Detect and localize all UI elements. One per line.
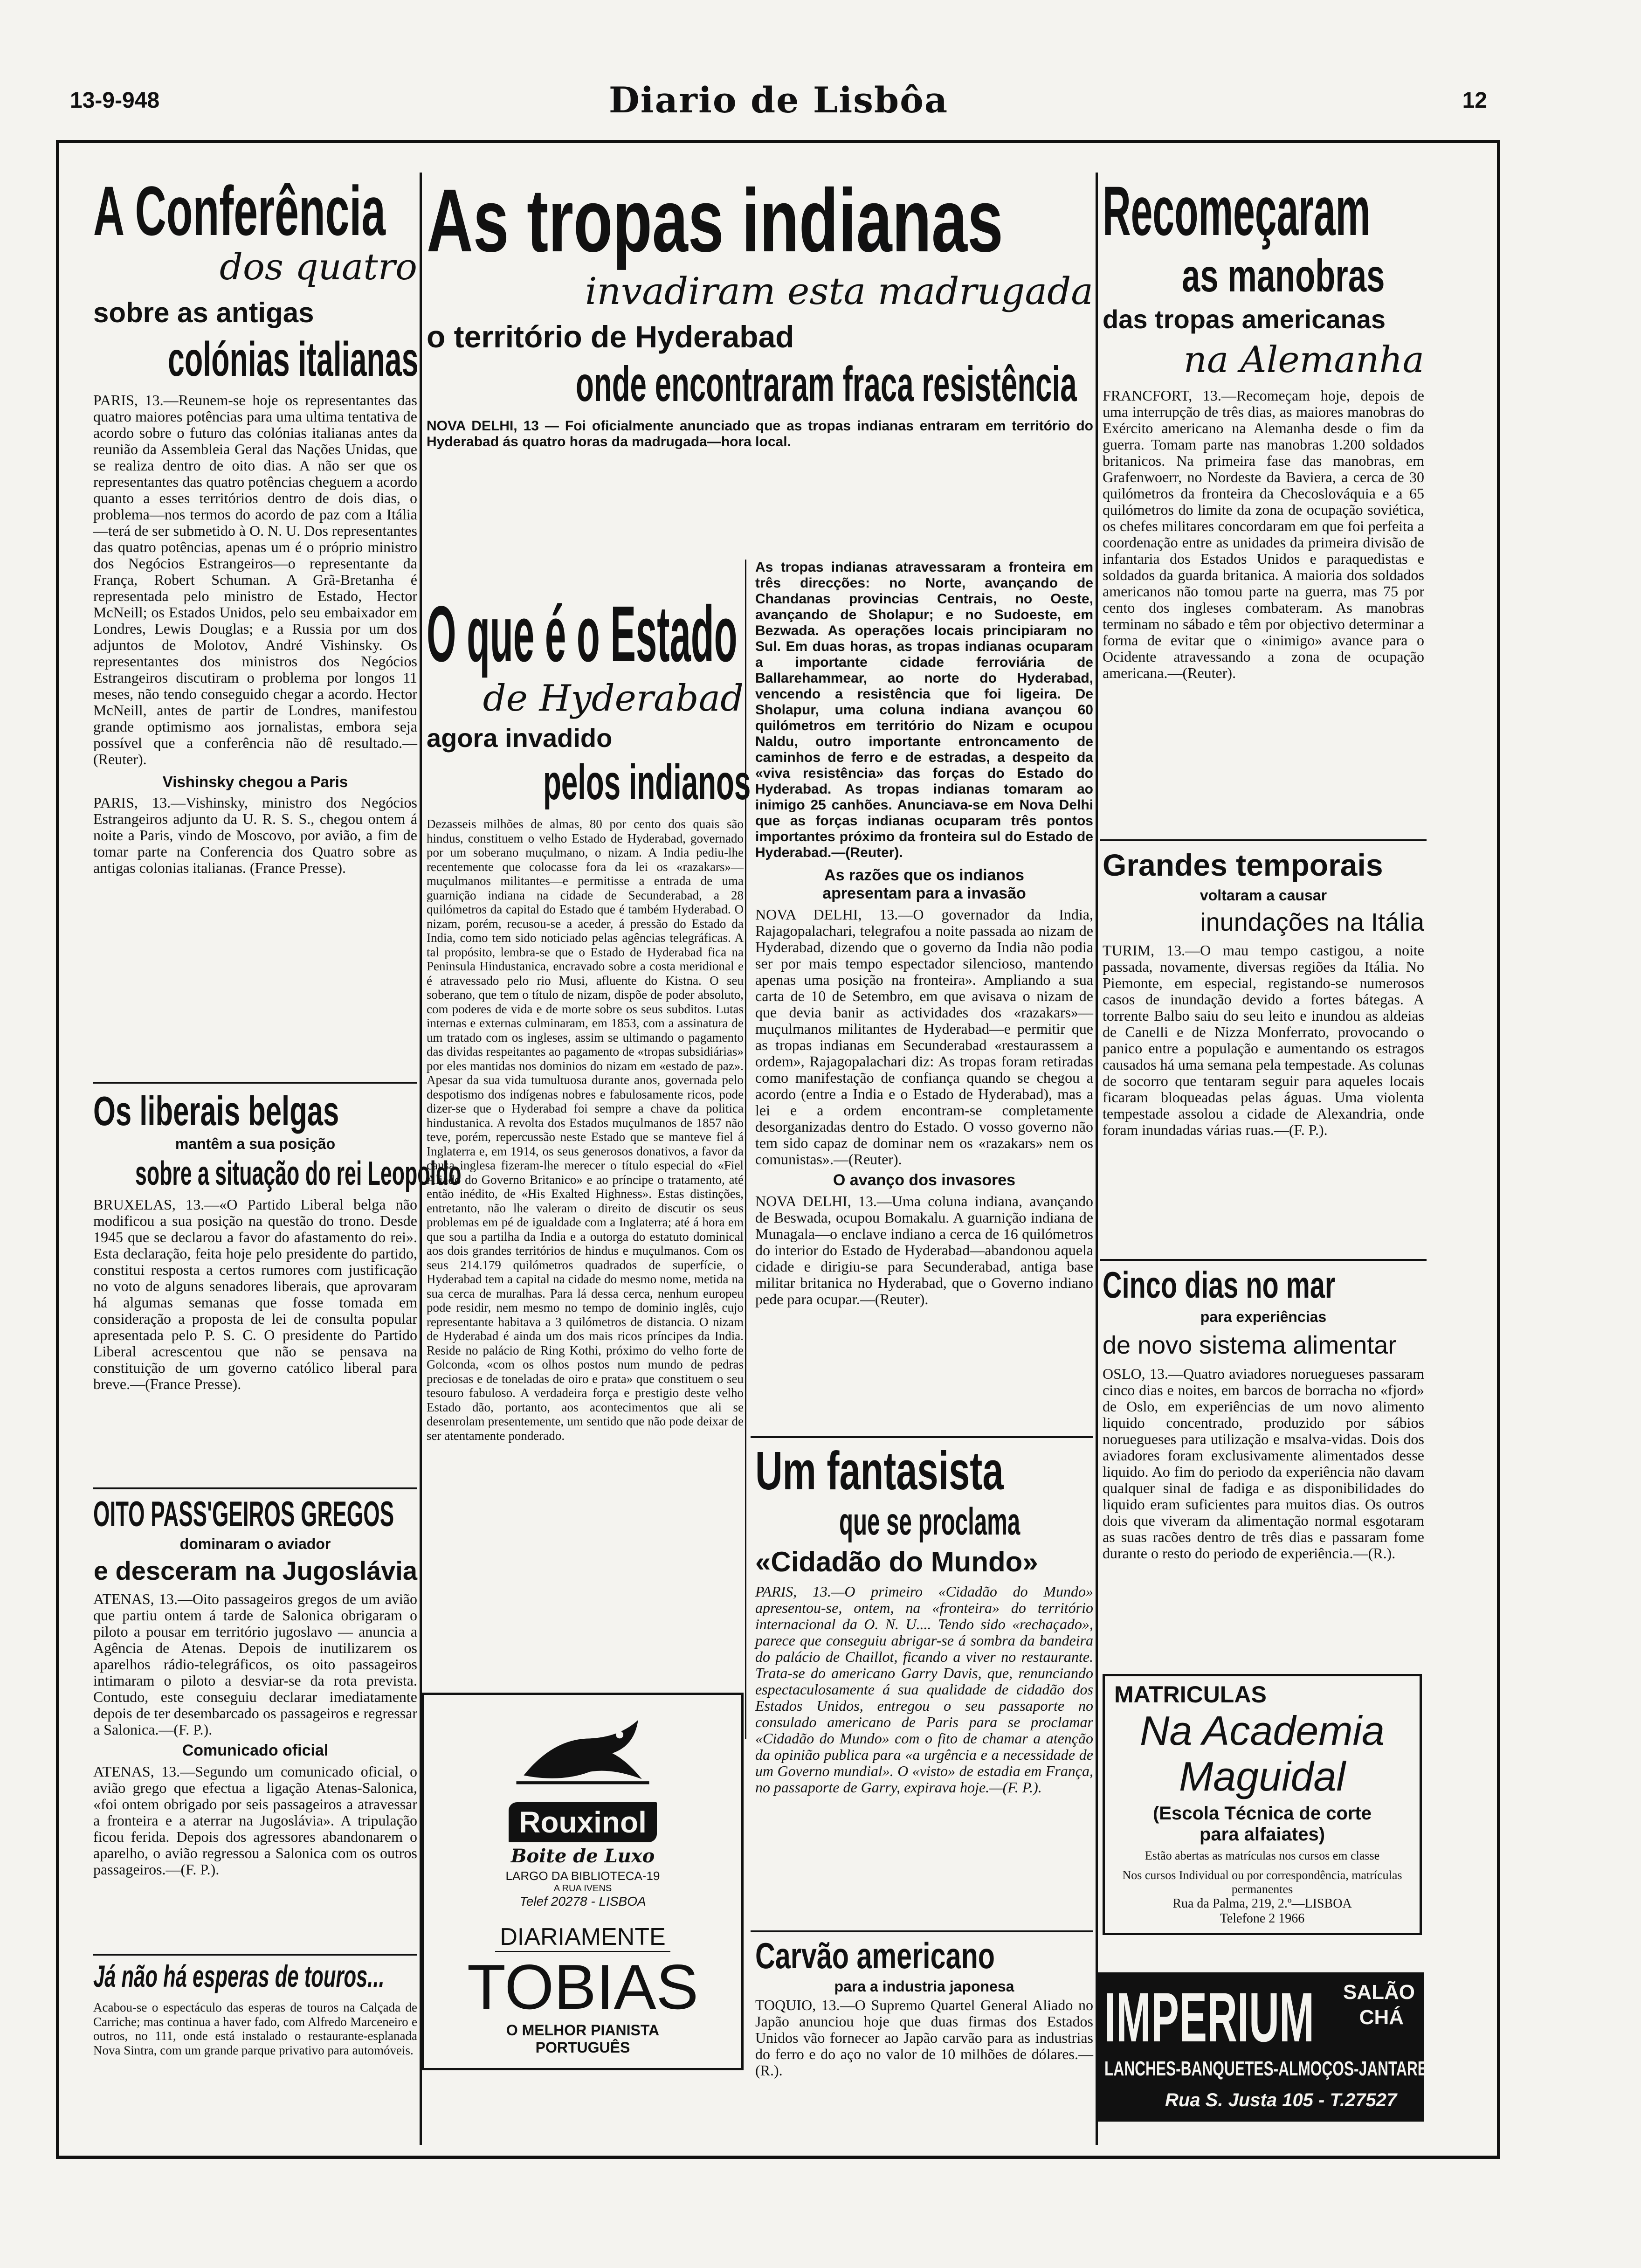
article-body: TURIM, 13.—O mau tempo castigou, a noite passada, novamente, diversas regiões da Itália. No Piemonte, em especial, registando-se numerosos casos de inundação devido a fortes bátegas. A torrente Balbo saiu do seu leito e inundou as aldeias de Canelli e de Nizza Monferrato, provocando o panico entre a população e aumentando os estragos causados há uma semana pela tempestade. As colunas de socorro que tentaram seguir para aqueles locais ficaram bloqueadas pelas águas. Uma violenta tempestade assolou a cidade de Alexandria, onde foram inundadas várias ruas.—(F. P.). (1103, 942, 1424, 1138)
section-subheading: As razões que os indianos (824, 866, 1024, 884)
ad-academia (1103, 1674, 1422, 1935)
subheadline: as manobras (1182, 250, 1385, 301)
article-body: NOVA DELHI, 13.—Uma coluna indiana, avançando de Beswada, ocupou Bomakalu. A guarnição indiana de Munagala—o enclave indiano a cerca de 16 quilómetros do interior do Estado de Hyderabad—abandonou aquela cidade e dirigiu-se para Secunderabad, antiga base militar britanica no Hyderabad, que o Governo indiano pede para ocupar.—(Reuter). (755, 1193, 1093, 1307)
article-body: PARIS, 13.—Vishinsky, ministro dos Negócios Estrangeiros adjunto da U. R. S. S., chegou ontem á noite a Paris, vindo de Moscovo, por avião, a fim de tomar parte na Conferencia dos Quatro sobre as antigas colonias italianas. (France Presse). (93, 794, 417, 876)
ad-line: MATRICULAS (1114, 1681, 1267, 1708)
headline: Recomeçaram (1103, 172, 1371, 250)
headline: Já não há esperas de touros... (93, 1959, 385, 1993)
article-body: OSLO, 13.—Quatro aviadores noruegueses passaram cinco dias e noites, em barcos de borracha no «fjord» de Oslo, em experiências de um novo alimento liquido concentrado, produzido por sábios noruegueses para utilização e msalva-vidas. Dois dos aviadores foram exclusivamente alimentados desse liquido. Ao fim do periodo da experiência não davam qualquer sinal de fadiga e as disponibilidades do liquido eram suficientes para muitos dias. Os outros dois que viveram da alimentação normal esgotaram as suas racões dentro de três dias e passaram fome durante o resto do periodo de experiência.—(R.). (1103, 1365, 1424, 1562)
masthead (70, 70, 1487, 135)
divider (1100, 1259, 1427, 1261)
divider (751, 1436, 1093, 1438)
subheadline: e desceram na Jugoslávia (93, 1556, 417, 1585)
subheadline: «Cidadão do Mundo» (755, 1546, 1038, 1577)
article-fantasista (755, 1441, 1093, 1796)
divider (751, 1930, 1093, 1932)
ad-line: Telefone 2 1966 (1220, 1911, 1305, 1926)
headline: OITO PASS'GEIROS GREGOS (93, 1494, 394, 1534)
subheadline: sobre as antigas (93, 297, 314, 328)
headline: Um fantasista (755, 1440, 1004, 1501)
ad-address: A RUA IVENS (553, 1883, 612, 1894)
section-subheading: Comunicado oficial (182, 1742, 329, 1759)
article-body: PARIS, 13.—O primeiro «Cidadão do Mundo» apresentou-se, ontem, na «fronteira» do território internacional da O. N. U.... Tendo sido «rechaçado», parece que conseguiu abrigar-se á sombra da bandeira do palácio de Chaillot, ficando a viver no restaurante. Trata-se do americano Garry Davis, que, renunciando espectaculosamente á sua qualidade de cidadão dos Estados Unidos, entregou o seu passaporte no consulado americano de Paris para se proclamar «Cidadão do Mundo» com o fito de chamar a atenção da opinião publica para «a urgência e a necessidade de um Governo mundial». O «visto» de estadia em França, no passaporte de Garry, expirava hoje.—(F. P.). (755, 1583, 1093, 1796)
article-lead: As tropas indianas atravessaram a fronteira em três direcções: no Norte, avançando de Chandanas provincias Centrais, no Oeste, avançando de Sholapur; e no Sudoeste, em Bezwada. As operações locais principiaram no Sul. Em duas horas, as tropas indianas ocuparam a importante cidade ferroviária de Ballarehammear, ao norte do Hyderabad, vencendo a resistência que foi ligeira. De Sholapur, uma coluna indiana avançou 60 quilómetros em território do Nizam e ocupou Naldu, outro importante entroncamento de caminhos de ferro e de estradas, a despeito da «viva resistência» das forças do Estado do Hyderabad. As tropas indianas tomaram ao inimigo 25 canhões. Anunciava-se em Nova Delhi que as forças indianas ocuparam três pontos importantes próximo da fronteira sul do Estado de Hyderabad.—(Reuter). (755, 560, 1093, 860)
ad-line: PORTUGUÊS (535, 2039, 630, 2056)
ad-line: TOBIAS (467, 1951, 699, 2022)
subheadline: dos quatro (220, 246, 417, 288)
subheadline: sobre a situação do rei Leopoldo (135, 1155, 462, 1192)
article-tropas (427, 170, 1093, 450)
article-body: Dezasseis milhões de almas, 80 por cento dos quais são hindus, constituem o velho Estado de Hyderabad, governado por um soberano muçulmano, o nizam. A India pediu-lhe recentemente que colocasse fora da lei os «razakars»—muçulmanos militantes—e permitisse a entrada de uma guarnição indiana na cidade de Secunderabad, a 28 quilómetros da capital do Estado que é também Hyderabad. O nizam, porém, recusou-se a aceder, á pressão do Estado da India, como tem sido noticiado pelas agências telegráficas. A tal propósito, lembra-se que o Estado de Hyderabad fica na Peninsula Hindustanica, encravado sobre a costa meridional e é atravessado pelo rio Musi, afluente do Kistna. O seu soberano, que tem o título de nizam, dispõe de poder absoluto, com poderes de vida e de morte sobre os seus subditos. Lutas internas e externas culminaram, em 1853, com a assinatura de um tratado com os ingleses, assim se ultimando o pagamento das dividas respeitantes ao pagamento de «tropas subsidiárias» por eles mantidas nos dominios do nizam em «estado de paz». Apesar da sua vida tumultuosa durante anos, governada pelo despotismo dos indígenas nobres e fabulosamente ricos, pode dizer-se que o Hyderabad foi sempre a chave da politica hindustanica. A revolta dos Estados muçulmanos de 1857 não teve, porém, repercussão neste Estado que se manteve fiel á Inglaterra e, em 1914, os seus generosos donativos, a favor da causa inglesa fizeram-lhe merecer o título especial do «Fiel Aliado do Governo Britanico» e ao príncipe o tratamento, até então inédito, de «His Exalted Highness». Estas distinções, entretanto, não lhe valeram o direito de discutir os seus problemas em pé de igualdade com a Inglaterra; até á hora em que sou a partilha da India e a outorga do estatuto dominical aos dois grandes territórios de hindus e muçulmanos. Com os seus 214.179 quilómetros quadrados de superfície, o Hyderabad tem a capital na cidade do mesmo nome, metida na sua cerca de muralhas. Para lá dessa cerca, nenhum europeu pode residir, nem mesmo no tempo de dominio inglês, cujo representante habitava a 3 quilómetros de distancia. O nizam de Hyderabad é ainda um dos mais ricos príncipes da India. Reside no palácio de Ring Kothi, próximo do velho forte de Golconda, «com os olhos postos num mundo de pedras preciosas e de toneladas de oiro e prata» que constituem o seu tesouro fabuloso. A verdadeira força e prestigio deste velho Estado dão, portanto, aos acontecimentos que ali se desenrolam presentemente, um sentido que não pode deixar de ser atentamente ponderado. (427, 817, 744, 1443)
ad-imperium (1098, 1972, 1437, 2122)
article-body: TOQUIO, 13.—O Supremo Quartel General Aliado no Japão anunciou hoje que duas firmas dos Estados Unidos vão fornecer ao Japão carvão para as industrias do ferro e do aço no valor de 10 milhões de dólares.—(R.). (755, 1997, 1093, 2079)
article-conferencia (93, 173, 417, 876)
column-rule-3 (745, 560, 746, 1739)
article-carvao (755, 1935, 1093, 2079)
ad-line: Estão abertas as matrículas nos cursos em classe (1145, 1849, 1380, 1862)
headline: Os liberais belgas (93, 1088, 339, 1134)
subheadline: inundações na Itália (1200, 908, 1424, 936)
ad-address: Rua S. Justa 105 - T.27527 (1165, 2090, 1397, 2110)
newspaper-title: Diario de Lisbôa (608, 79, 949, 121)
article-liberais (93, 1088, 462, 1392)
article-touros (93, 1958, 417, 2057)
article-body: FRANCFORT, 13.—Recomeçam hoje, depois de uma interrupção de três dias, as maiores manobras do Exército americano na Alemanha desde o fim da guerra. Tomam parte nas manobras 1.200 soldados britanicos. Na primeira fase das manobras, em Grafenwoerr, no Nordeste da Baviera, a cerca de 30 quilómetros da fronteira da Checoslováquia e a 65 quilómetros do limite da zona de ocupação soviética, os chefes militares concordaram em que foi perfeita a coordenação entre as unidades da primeira divisão de infantaria dos Estados Unidos e paraquedistas e soldados da guarda britanica. A maioria dos soldados americanos não tomou parte na guerra, mas 75 por cento dos ingleses combateram. As manobras terminam no sábado e têm por objectivo determinar a forma de evitar que o «inimigo» avance para o Ocidente atravessando a zona de ocupação americana.—(Reuter). (1103, 387, 1424, 681)
page-number: 12 (1462, 88, 1487, 113)
subheadline: que se proclama (839, 1500, 1020, 1543)
ad-line: Nos cursos Individual ou por correspondência, matrículas permanentes (1122, 1868, 1402, 1896)
section-subheading: para a industria japonesa (834, 1978, 1014, 1995)
divider (93, 1487, 417, 1489)
subheadline: onde encontraram fraca resistência (576, 357, 1077, 412)
headline: Carvão americano (755, 1935, 995, 1976)
ad-line: Rua da Palma, 219, 2.º—LISBOA (1172, 1896, 1352, 1911)
headline: O que é o Estado (427, 590, 738, 678)
subheadline: colónias italianas (168, 332, 419, 387)
article-body: Acabou-se o espectáculo das esperas de touros na Calçada de Carriche; mas continua a haver fado, com Alfredo Marceneiro e outros, no 111, onde está instalado o restaurante-esplanada Nova Sintra, com um grande parque privativo para automóveis. (93, 2000, 417, 2057)
subheadline: invadiram esta madrugada (585, 270, 1093, 313)
ad-address: LARGO DA BIBLIOTECA-19 (505, 1869, 660, 1883)
article-tropas-lead-right (755, 560, 1093, 1307)
subheadline: das tropas americanas (1103, 304, 1386, 334)
subheadline: de novo sistema alimentar (1103, 1331, 1397, 1359)
divider (1100, 839, 1427, 841)
article-estado (427, 590, 751, 1443)
section-subheading: mantêm a sua posição (175, 1135, 336, 1152)
section-subheading: dominaram o aviador (179, 1535, 331, 1552)
ad-tag: CHÁ (1359, 2006, 1404, 2029)
ad-line: LANCHES-BANQUETES-ALMOÇOS-JANTARES (1104, 2057, 1437, 2080)
section-subheading: voltaram a causar (1200, 887, 1327, 904)
divider (93, 1082, 417, 1084)
ad-line: para alfaiates) (1199, 1824, 1325, 1845)
ad-rouxinol (422, 1693, 744, 2070)
ad-subtitle: Boite de Luxo (510, 1845, 655, 1867)
section-subheading: Vishinsky chegou a Paris (162, 773, 348, 790)
article-body: PARIS, 13.—Reunem-se hoje os representantes das quatro maiores potências para uma ultima tentativa de acordo sobre o futuro das colónias italianas antes da reunião da Assembleia Geral das Nações Unidas, que se realiza dentro de oito dias. A não ser que os representantes das quatro potências cheguem a acordo quanto a esses territórios dentro de dois dias, o problema—nos termos do acordo de paz com a Itália—terá de ser submetido à O. N. U. Dos representantes das quatro potências, apenas um é o próprio ministro dos Negócios Estrangeiros—o representante da França, Robert Schuman. A Grã-Bretanha é representada pelo ministro de Estado, Hector McNeill; os Estados Unidos, pelo seu embaixador em Londres, Lewis Douglas; e a Russia por um dos adjuntos de Molotov, André Vishinsky. Os representantes dos ministros dos Negócios Estrangeiros discutiram o problema por longos 11 meses, não tendo conseguido chegar a acordo. Hector McNeill, antes de partir de Londres, manifestou grande optimismo aos jornalistas, embora seja possível que a conferência não dê resultado.—(Reuter). (93, 392, 417, 768)
ad-line: (Escola Técnica de corte (1152, 1803, 1372, 1824)
subheadline: agora invadido (427, 723, 613, 753)
ad-tag: SALÃO (1343, 1981, 1415, 2004)
article-body: ATENAS, 13.—Oito passageiros gregos de um avião que partiu ontem á tarde de Salonica obrigaram o piloto a pousar em território jugoslavo — anuncia a Agência de Atenas. Depois de inutilizarem os aparelhos rádio-telegráficos, os oito passageiros intimaram o piloto a desviar-se da rota prevista. Contudo, este conseguiu declarar imediatamente depois de ter desembarcado os passageiros e regressar a Salonica.—(F. P.). (93, 1590, 417, 1738)
article-body: NOVA DELHI, 13.—O governador da India, Rajagopalachari, telegrafou a noite passada ao nizam de Hyderabad, dizendo que o governo da India não podia ser por mais tempo espectador silencioso, mantendo apenas uma posição na fronteira». Ampliando a sua carta de 10 de Setembro, em que avisava o nizam de que devia banir as actividades dos «razakars»—muçulmanos militantes de Hyderabad—e permitir que as tropas indianas em Secunderabad «restaurassem a ordem», Rajagopalachari diz: As tropas foram retiradas como manifestação de confiança quando se chegou a acordo (entre a India e o Estado de Hyderabad), mas a lei e a ordem encontram-se completamente desorganizadas dentro do Estado. O vosso governo não tem sido capaz de dominar nem os «razakars» nem os comunistas».—(Reuter). (755, 906, 1093, 1168)
article-body: BRUXELAS, 13.—«O Partido Liberal belga não modificou a sua posição na questão do trono. Desde 1945 que se declarou a favor do afastamento do rei». Esta declaração, feita hoje pelo presidente do partido, constitui resposta a certos rumores com justificação no voto de alguns senadores liberais, que aprovaram há algumas semanas que fosse tomada em consideração a proposta de lei de consulta popular apresentada pelo P. S. C. O presidente do Partido Liberal acrescentou que não se pensava na constituição de um governo católico liberal para breve.—(France Presse). (93, 1196, 417, 1392)
headline: A Conferência (93, 172, 386, 250)
divider (93, 1954, 417, 1956)
ad-line: O MELHOR PIANISTA (506, 2022, 660, 2039)
article-manobras (1103, 173, 1424, 681)
bird-icon (508, 1709, 657, 1798)
headline: As tropas indianas (427, 170, 1003, 270)
article-lead: NOVA DELHI, 13 — Foi oficialmente anunciado que as tropas indianas entraram em território do Hyderabad ás quatro horas da madrugada—hora local. (427, 418, 1093, 449)
subheadline: o território de Hyderabad (427, 319, 794, 354)
article-cinco-dias (1103, 1264, 1424, 1562)
section-subheading: apresentam para a invasão (822, 885, 1026, 902)
article-passageiros (93, 1494, 417, 1878)
headline: Cinco dias no mar (1103, 1264, 1336, 1306)
ad-line: Maguidal (1179, 1753, 1346, 1799)
subheadline: de Hyderabad (483, 678, 744, 719)
ad-phone: Telef 20278 - LISBOA (519, 1894, 646, 1908)
column-rule-2 (1096, 173, 1098, 2145)
ad-brand-logo: IMPERIUM (1104, 1978, 1314, 2056)
section-subheading: O avanço dos invasores (833, 1171, 1016, 1189)
headline: Grandes temporais (1103, 848, 1383, 882)
issue-date: 13-9-948 (70, 88, 160, 113)
ad-line: Na Academia (1140, 1708, 1385, 1754)
section-subheading: para experiências (1200, 1308, 1327, 1325)
article-temporais (1103, 844, 1424, 1138)
article-body: ATENAS, 13.—Segundo um comunicado oficial, o avião grego que efectua a ligação Atenas-Salonica, «foi ontem obrigado por seis passageiros a atravessar a fronteira e a aterrar na Jugoslávia». A tripulação ficou ferida. Depois dos agressores abandonarem o aparelho, o avião regressou a Salonica com os outros passageiros.—(F. P.). (93, 1763, 417, 1878)
subheadline: pelos indianos (543, 755, 751, 810)
ad-line: DIARIAMENTE (495, 1923, 670, 1952)
ad-brand-logo: Rouxinol (509, 1802, 657, 1842)
subheadline: na Alemanha (1183, 339, 1424, 381)
